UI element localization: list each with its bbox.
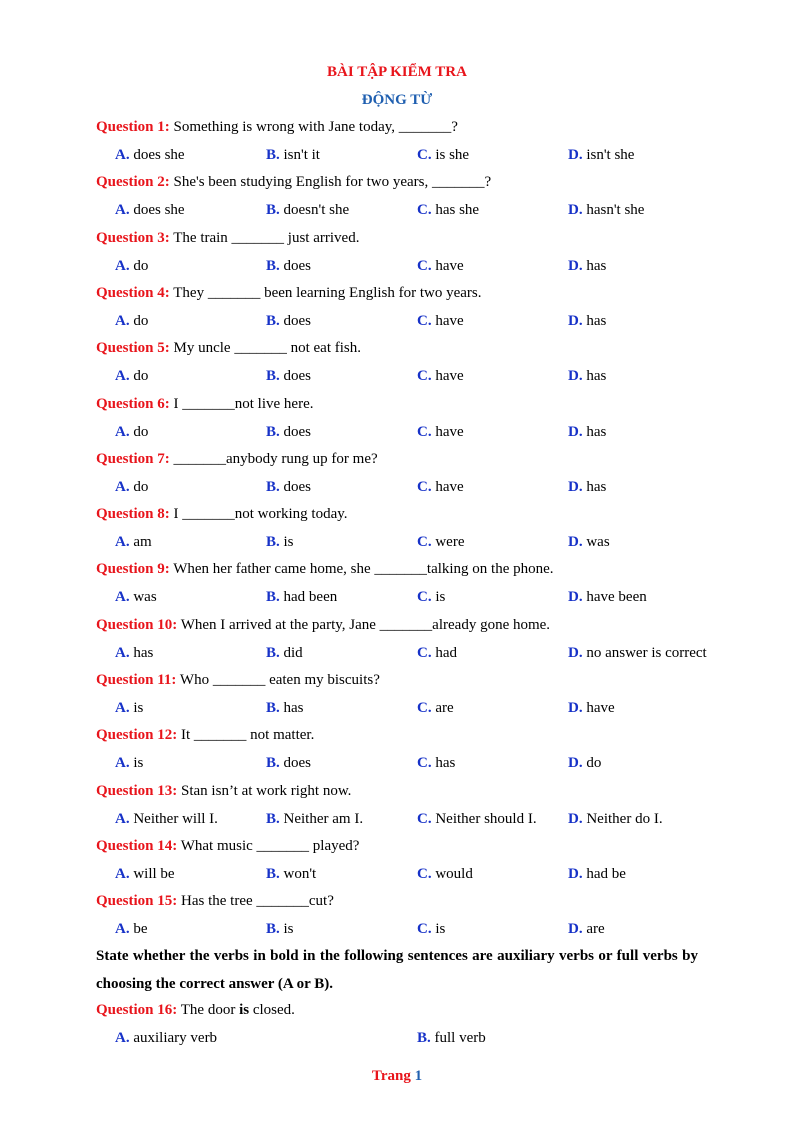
option-a[interactable] (115, 258, 148, 275)
option-a[interactable] (115, 866, 175, 883)
option-letter: D. (568, 700, 583, 716)
option-b[interactable] (266, 755, 311, 772)
option-text: did (279, 644, 303, 661)
page-title: BÀI TẬP KIỂM TRA (327, 64, 467, 80)
option-text: isn't she (582, 147, 635, 163)
option-a[interactable] (115, 313, 148, 330)
option-text: hasn't she (582, 202, 645, 219)
option-letter: D. (568, 202, 583, 219)
question-14 (96, 838, 706, 855)
question-label: Question 5: (96, 340, 170, 357)
option-letter: D. (568, 865, 583, 882)
option-text: has (279, 700, 304, 716)
option-d[interactable] (568, 479, 606, 496)
option-d[interactable] (568, 811, 663, 828)
option-text: is (431, 589, 446, 606)
option-text: is (279, 534, 294, 551)
option-text: were (431, 534, 465, 551)
option-d[interactable] (568, 313, 606, 330)
option-c[interactable] (417, 921, 445, 938)
question-5 (96, 340, 706, 357)
option-a[interactable] (115, 589, 157, 606)
option-letter: A. (115, 202, 130, 219)
question-10 (96, 617, 706, 634)
option-text: does (279, 312, 312, 329)
option-text: have (431, 423, 464, 440)
option-text: had be (582, 865, 626, 882)
question-text: I _______not working today. (169, 506, 348, 523)
question-6-options (115, 424, 755, 444)
option-c[interactable] (417, 147, 469, 164)
option-letter: A. (115, 644, 130, 661)
question-8-options (115, 534, 755, 554)
option-text: have (582, 700, 615, 716)
question-label: Question 9: (96, 561, 170, 578)
question-label: Question 6: (96, 395, 170, 412)
option-text: was (129, 589, 157, 606)
option-b[interactable] (266, 921, 294, 938)
option-letter: A. (115, 423, 130, 440)
option-d[interactable] (568, 700, 615, 717)
option-text: has (582, 257, 607, 274)
option-letter: C. (417, 921, 432, 938)
option-b[interactable] (266, 424, 311, 441)
option-text: do (129, 368, 149, 385)
option-letter: A. (115, 534, 130, 551)
option-a[interactable] (115, 1030, 217, 1047)
option-letter: C. (417, 423, 432, 440)
option-letter: A. (115, 921, 130, 938)
option-letter: A. (115, 865, 130, 882)
option-letter: C. (417, 810, 432, 827)
option-c[interactable] (417, 866, 473, 883)
option-letter: B. (266, 865, 280, 882)
option-text: is (431, 921, 446, 938)
question-9 (96, 561, 706, 578)
option-text: has (431, 755, 456, 772)
question-label: Question 3: (96, 229, 170, 246)
question-label: Question 14: (96, 837, 178, 854)
question-text: I _______not live here. (169, 395, 314, 412)
question-3 (96, 230, 706, 247)
option-letter: D. (568, 921, 583, 938)
question-9-options (115, 589, 755, 609)
option-b[interactable] (266, 866, 316, 883)
question-text: The door (177, 1002, 240, 1018)
option-letter: B. (266, 810, 280, 827)
option-b[interactable] (266, 368, 311, 385)
option-letter: A. (115, 312, 130, 329)
question-label: Question 7: (96, 450, 170, 467)
option-text: have (431, 312, 464, 329)
option-text: would (431, 865, 473, 882)
question-16 (96, 1002, 706, 1019)
option-text: has (129, 644, 154, 661)
option-letter: B. (266, 534, 280, 551)
question-4 (96, 285, 706, 302)
option-text: do (129, 478, 149, 495)
question-16-options (115, 1030, 755, 1050)
option-d[interactable] (568, 921, 605, 938)
option-text: have (431, 257, 464, 274)
option-text: will be (129, 865, 175, 882)
question-label: Question 10: (96, 616, 178, 633)
question-11-options (115, 700, 755, 720)
option-c[interactable] (417, 479, 464, 496)
option-text: had been (279, 589, 338, 606)
option-letter: B. (266, 312, 280, 329)
option-text: does she (129, 147, 185, 163)
option-c[interactable] (417, 313, 464, 330)
option-b[interactable] (266, 645, 303, 662)
option-letter: C. (417, 865, 432, 882)
option-letter: D. (568, 589, 583, 606)
question-text: The train _______ just arrived. (169, 229, 360, 246)
instruction-text: State whether the verbs in bold in the following sentences are auxiliary verbs or full verbs by choosing the correct answer (A or B). (96, 948, 698, 992)
option-letter: B. (266, 368, 280, 385)
option-letter: C. (417, 700, 432, 716)
option-letter: B. (417, 1030, 431, 1046)
question-text: It _______ not matter. (177, 727, 315, 744)
option-b[interactable] (266, 313, 311, 330)
option-d[interactable] (568, 755, 601, 772)
question-text: Something is wrong with Jane today, _______? (169, 119, 458, 135)
option-letter: B. (266, 755, 280, 772)
question-label: Question 16: (96, 1002, 178, 1018)
question-label: Question 11: (96, 672, 177, 688)
option-letter: D. (568, 423, 583, 440)
option-letter: D. (568, 257, 583, 274)
option-d[interactable] (568, 589, 647, 606)
option-a[interactable] (115, 147, 185, 164)
option-letter: D. (568, 534, 583, 551)
option-b[interactable] (266, 202, 349, 219)
option-letter: A. (115, 1030, 130, 1046)
option-d[interactable] (568, 202, 644, 219)
option-text: is (129, 700, 144, 716)
page-subtitle: ĐỘNG TỪ (361, 92, 433, 108)
option-letter: A. (115, 478, 130, 495)
option-text: are (431, 700, 454, 716)
question-text-end: closed. (249, 1002, 295, 1018)
question-text: They _______ been learning English for two years. (169, 284, 482, 301)
option-text: does she (129, 202, 185, 219)
option-text: do (129, 312, 149, 329)
question-6 (96, 396, 706, 413)
question-11 (96, 672, 706, 689)
option-text: be (129, 921, 148, 938)
question-label: Question 4: (96, 284, 170, 301)
option-a[interactable] (115, 202, 185, 219)
question-13-options (115, 811, 755, 831)
option-text: was (582, 534, 610, 551)
option-text: is (129, 755, 144, 772)
option-b[interactable] (266, 700, 304, 717)
option-letter: B. (266, 478, 280, 495)
option-letter: D. (568, 755, 583, 772)
option-c[interactable] (417, 700, 454, 717)
question-7 (96, 451, 706, 468)
option-text: has (582, 478, 607, 495)
option-text: does (279, 478, 312, 495)
question-1-options (115, 147, 755, 167)
question-13 (96, 783, 706, 800)
question-12-options (115, 755, 755, 775)
option-letter: D. (568, 147, 583, 163)
option-text: is she (431, 147, 470, 163)
option-text: Neither am I. (279, 810, 364, 827)
option-letter: A. (115, 700, 130, 716)
option-text: does (279, 755, 312, 772)
footer-page-number: 1 (414, 1068, 423, 1084)
option-letter: C. (417, 534, 432, 551)
option-c[interactable] (417, 368, 464, 385)
option-b[interactable] (417, 1030, 486, 1047)
option-text: have (431, 478, 464, 495)
option-text: do (129, 257, 149, 274)
option-d[interactable] (568, 368, 606, 385)
option-c[interactable] (417, 811, 537, 828)
option-b[interactable] (266, 479, 311, 496)
option-text: Neither should I. (431, 810, 537, 827)
option-text: full verb (430, 1030, 486, 1046)
option-letter: C. (417, 478, 432, 495)
question-text: My uncle _______ not eat fish. (169, 340, 361, 357)
question-15 (96, 893, 706, 910)
question-4-options (115, 313, 755, 333)
question-text: Who _______ eaten my biscuits? (176, 672, 380, 688)
option-letter: B. (266, 257, 280, 274)
option-letter: A. (115, 257, 130, 274)
option-text: am (129, 534, 152, 551)
option-letter: C. (417, 644, 432, 661)
option-text: has (582, 368, 607, 385)
option-letter: B. (266, 147, 280, 163)
option-text: had (431, 644, 458, 661)
option-b[interactable] (266, 258, 311, 275)
question-3-options (115, 258, 755, 278)
option-c[interactable] (417, 202, 479, 219)
page-footer (0, 1068, 794, 1085)
option-a[interactable] (115, 645, 153, 662)
option-d[interactable] (568, 645, 707, 662)
option-letter: C. (417, 312, 432, 329)
option-text: does (279, 368, 312, 385)
option-letter: D. (568, 478, 583, 495)
option-letter: A. (115, 589, 130, 606)
option-d[interactable] (568, 147, 634, 164)
option-c[interactable] (417, 755, 455, 772)
question-7-options (115, 479, 755, 499)
question-label: Question 12: (96, 727, 178, 744)
option-c[interactable] (417, 258, 464, 275)
footer-label: Trang (371, 1068, 411, 1084)
option-letter: B. (266, 921, 280, 938)
option-c[interactable] (417, 424, 464, 441)
option-c[interactable] (417, 645, 457, 662)
question-text: When I arrived at the party, Jane _______already gone home. (177, 616, 551, 633)
option-d[interactable] (568, 534, 610, 551)
option-a[interactable] (115, 700, 143, 717)
option-d[interactable] (568, 866, 626, 883)
option-letter: D. (568, 644, 583, 661)
question-label: Question 2: (96, 174, 170, 191)
option-letter: D. (568, 368, 583, 385)
question-5-options (115, 368, 755, 388)
question-label: Question 1: (96, 119, 170, 135)
option-text: Neither do I. (582, 810, 663, 827)
option-letter: A. (115, 755, 130, 772)
option-text: isn't it (279, 147, 320, 163)
option-letter: C. (417, 589, 432, 606)
option-text: have been (582, 589, 647, 606)
option-text: doesn't she (279, 202, 350, 219)
question-15-options (115, 921, 755, 941)
question-label: Question 15: (96, 893, 178, 910)
option-b[interactable] (266, 589, 337, 606)
option-letter: C. (417, 202, 432, 219)
question-text: She's been studying English for two years, _______? (169, 174, 492, 191)
option-text: auxiliary verb (129, 1030, 218, 1046)
option-text: has (582, 423, 607, 440)
question-2 (96, 174, 706, 191)
option-a[interactable] (115, 368, 148, 385)
option-text: do (129, 423, 149, 440)
option-letter: B. (266, 644, 280, 661)
question-label: Question 8: (96, 506, 170, 523)
option-text: has (582, 312, 607, 329)
option-letter: D. (568, 312, 583, 329)
option-letter: A. (115, 368, 130, 385)
option-b[interactable] (266, 147, 320, 164)
question-text: When her father came home, she _______talking on the phone. (169, 561, 554, 578)
option-letter: C. (417, 368, 432, 385)
question-bold-word: is (239, 1002, 250, 1018)
option-a[interactable] (115, 755, 143, 772)
option-text: does (279, 423, 312, 440)
option-text: Neither will I. (129, 810, 218, 827)
option-b[interactable] (266, 534, 294, 551)
question-10-options (115, 645, 755, 665)
option-c[interactable] (417, 589, 445, 606)
question-text: Stan isn’t at work right now. (177, 782, 352, 799)
option-text: are (582, 921, 605, 938)
option-text: do (582, 755, 602, 772)
option-text: won't (279, 865, 317, 882)
option-letter: B. (266, 589, 280, 606)
question-1 (96, 119, 706, 136)
question-label: Question 13: (96, 782, 178, 799)
option-letter: B. (266, 423, 280, 440)
question-text: Has the tree _______cut? (177, 893, 334, 910)
option-text: has she (431, 202, 480, 219)
option-text: no answer is correct (582, 644, 707, 661)
option-letter: B. (266, 700, 280, 716)
option-d[interactable] (568, 258, 606, 275)
question-12 (96, 727, 706, 744)
option-c[interactable] (417, 534, 465, 551)
option-a[interactable] (115, 921, 148, 938)
option-letter: A. (115, 147, 130, 163)
option-d[interactable] (568, 424, 606, 441)
question-8 (96, 506, 706, 523)
option-letter: C. (417, 147, 432, 163)
option-text: have (431, 368, 464, 385)
option-a[interactable] (115, 811, 218, 828)
option-letter: A. (115, 810, 130, 827)
option-letter: C. (417, 755, 432, 772)
option-text: is (279, 921, 294, 938)
option-text: does (279, 257, 312, 274)
option-letter: B. (266, 202, 280, 219)
option-b[interactable] (266, 811, 363, 828)
option-letter: C. (417, 257, 432, 274)
question-text: _______anybody rung up for me? (169, 450, 378, 467)
question-14-options (115, 866, 755, 886)
question-text: What music _______ played? (177, 837, 360, 854)
option-a[interactable] (115, 534, 152, 551)
option-letter: D. (568, 810, 583, 827)
question-2-options (115, 202, 755, 222)
option-a[interactable] (115, 424, 148, 441)
option-a[interactable] (115, 479, 148, 496)
